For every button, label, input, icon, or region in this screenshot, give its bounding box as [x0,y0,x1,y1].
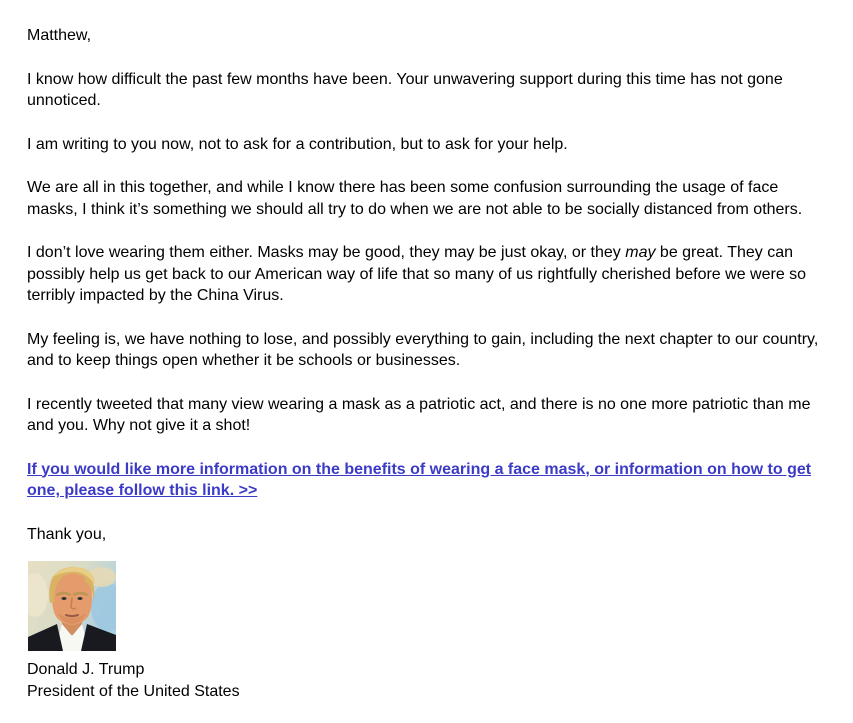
paragraph-support: I know how difficult the past few months have been. Your unwavering support during this time has not gone unnoticed. [27,70,783,109]
link-paragraph [27,459,820,502]
paragraph-masks-opinion [27,242,820,307]
paragraph-ask-for-help: I am writing to you now, not to ask for a contribution, but to ask for your help. [27,135,568,153]
mask-info-link[interactable]: If you would like more information on the benefits of wearing a face mask, or information on how to get one, please follow this link. >> [27,460,812,499]
signature-name: Donald J. Trump [27,661,145,678]
signature-title: President of the United States [27,682,240,700]
paragraph-patriotic-act: I recently tweeted that many view wearing a mask as a patriotic act, and there is no one more patriotic than me and you. Why not give it a shot! [27,395,811,434]
paragraph-all-in-this-together: We are all in this together, and while I know there has been some confusion surrounding the usage of face masks, I think it’s something we should all try to do when we are not able to be socially distanced from others. [27,179,803,218]
paragraph-nothing-to-lose: My feeling is, we have nothing to lose, and possibly everything to gain, including the next chapter to our country, and to keep things open whether it be schools or businesses. [27,330,819,369]
paragraph-masks-opinion-end: be great. They can possibly help us get back to our American way of life that so many of us rightfully cherished before we were so terribly impacted by the China Virus. [27,244,807,304]
salutation: Matthew, [27,27,92,44]
closing: Thank you, [27,525,107,543]
paragraph-masks-opinion-start: I don’t love wearing them either. Masks may be good, they may be just okay, or they [27,244,626,261]
portrait-image [28,561,116,651]
italic-word-may: may [625,244,656,261]
trump-portrait-photo [28,561,116,651]
